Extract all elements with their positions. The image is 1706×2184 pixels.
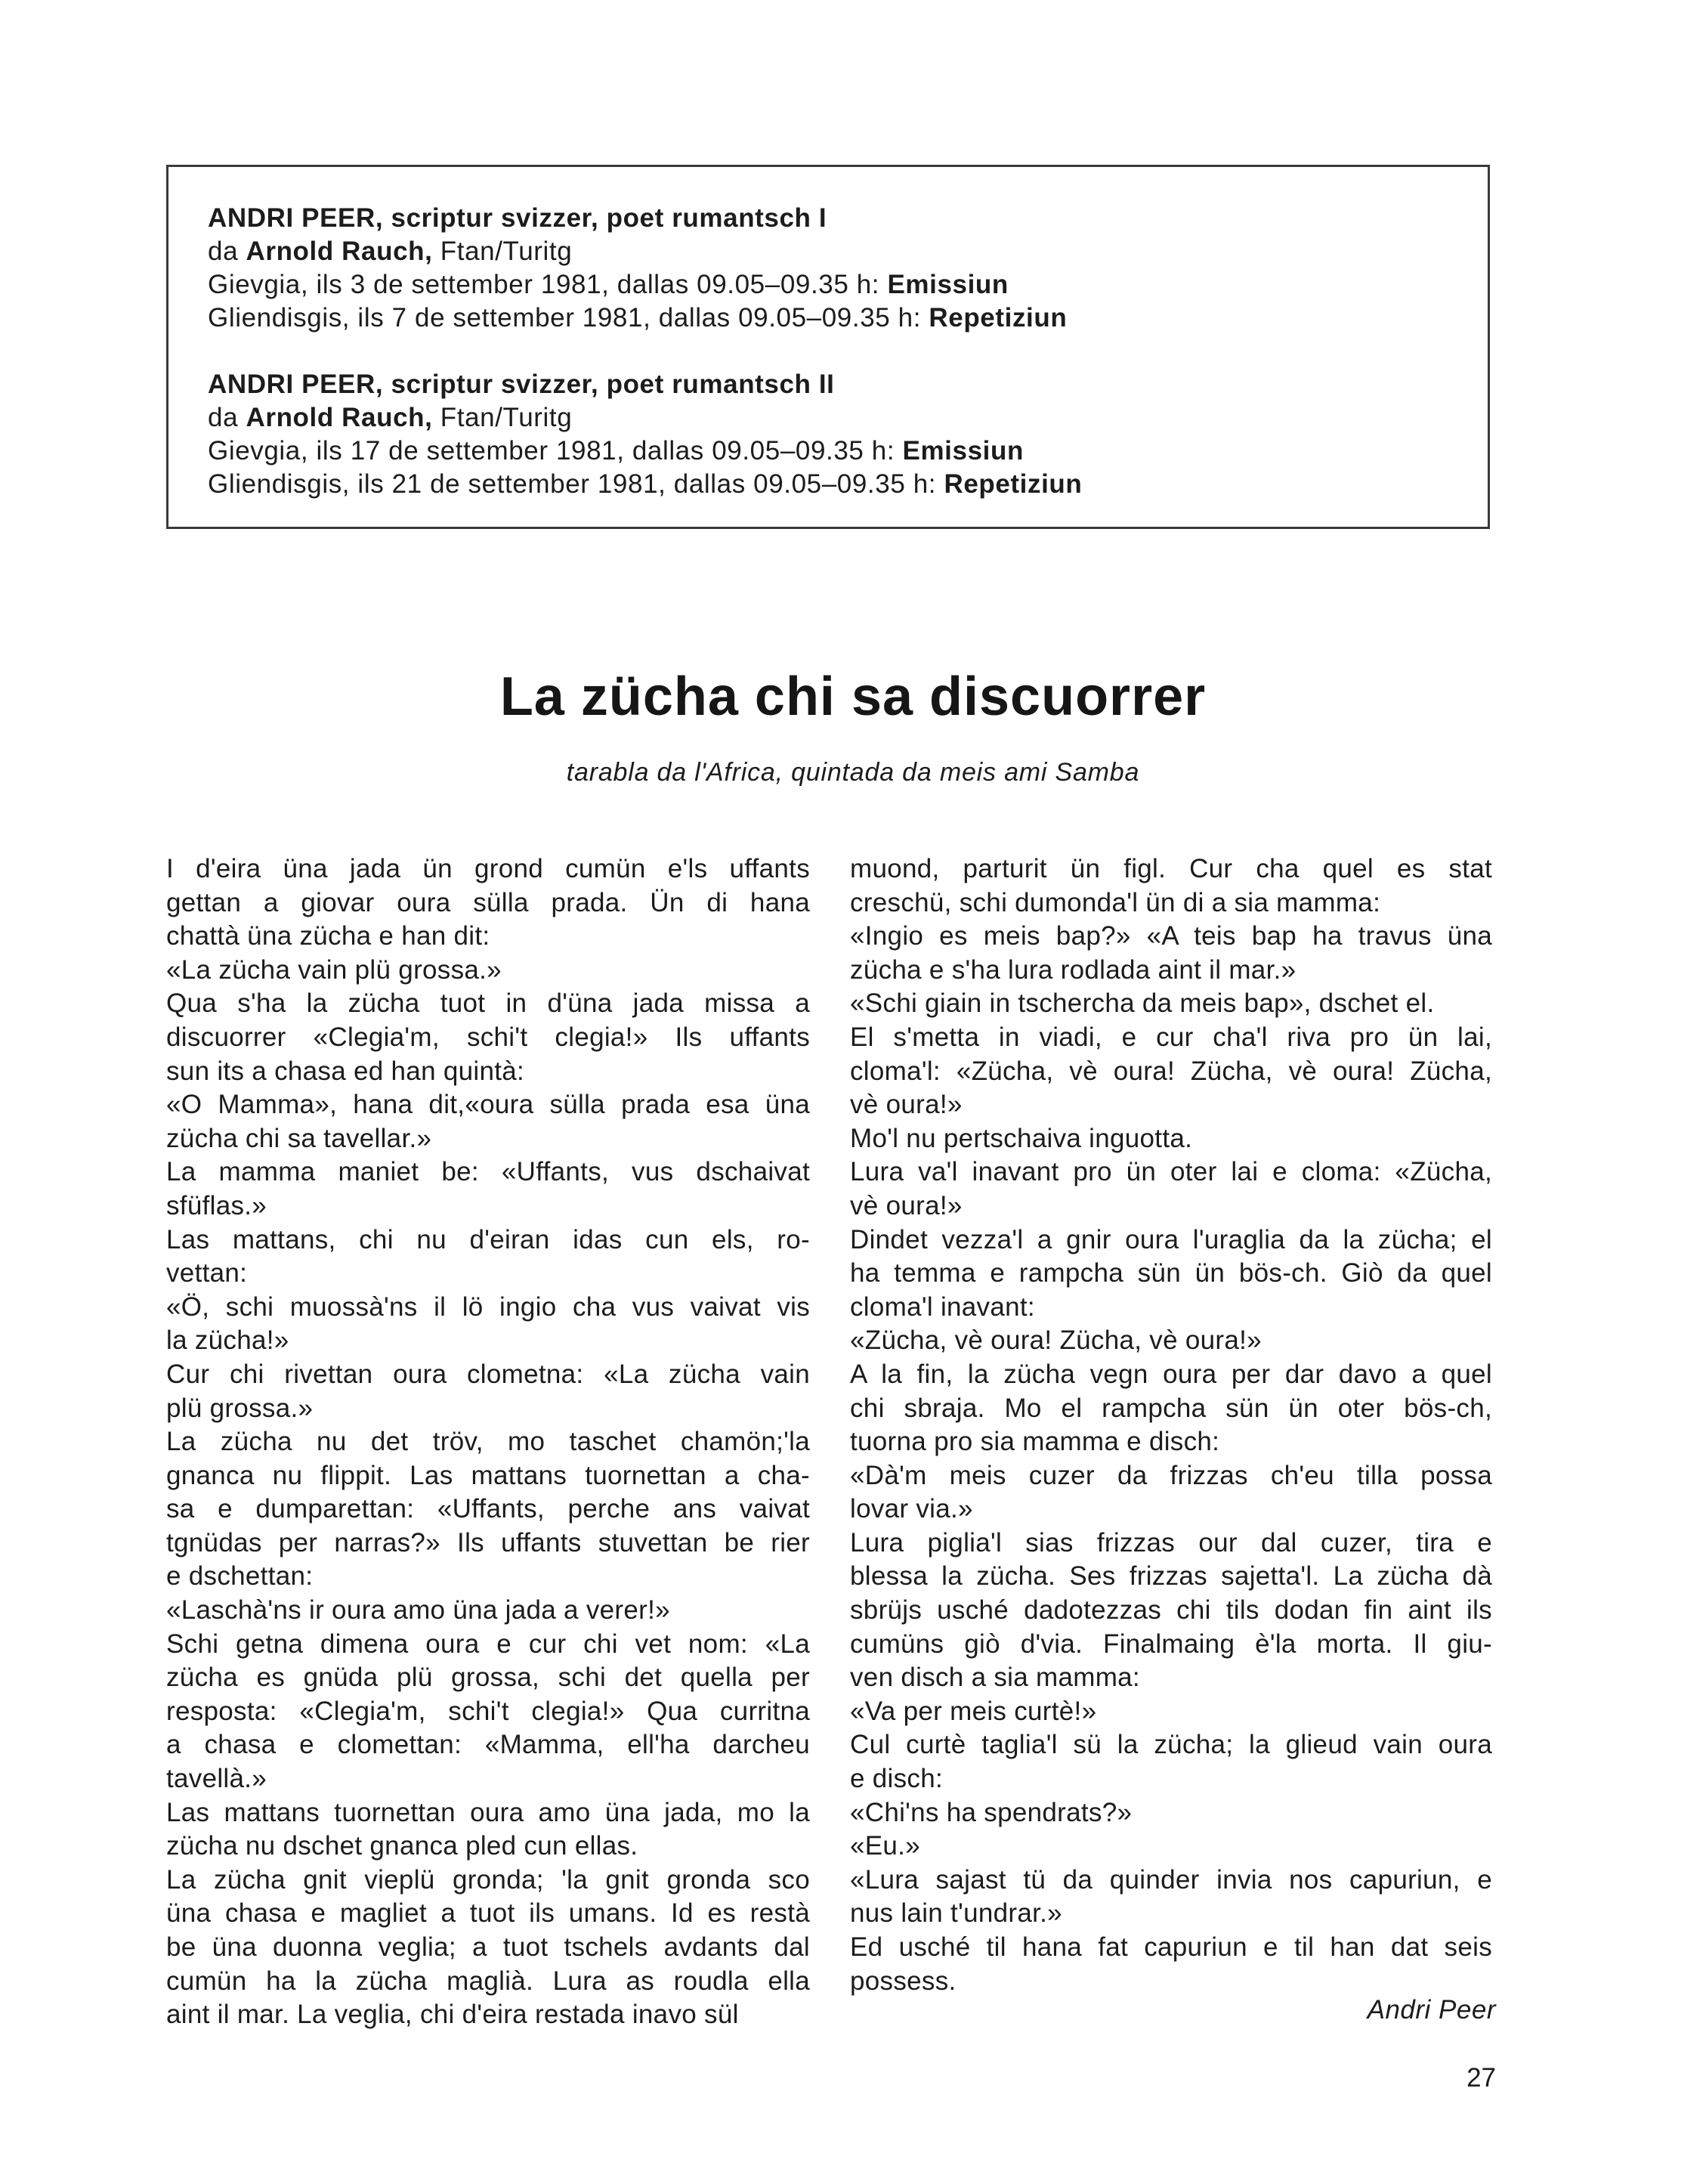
article-author: Andri Peer — [1367, 1995, 1496, 2025]
text-line: aint il mar. La veglia, chi d'eira restada inavo sül — [166, 2000, 739, 2030]
text-line: e disch: — [850, 1764, 944, 1794]
program-broadcast-line: Gievgia, ils 3 de settember 1981, dallas 09.05–09.35 h: Emissiun — [208, 270, 1009, 299]
text-line: chattà üna zücha e han dit: — [166, 921, 490, 951]
text-line: discuorrer «Clegia'm, schi't clegia!» Ils uffants — [166, 1022, 810, 1052]
text-line: «O Mamma», hana dit,«oura sülla prada esa üna — [166, 1090, 810, 1120]
text-line: e dschettan: — [166, 1561, 314, 1592]
text-line: lovar via.» — [850, 1494, 973, 1524]
text-line: resposta: «Clegia'm, schi't clegia!» Qua curritna — [166, 1696, 810, 1726]
text-line: tavellà.» — [166, 1764, 267, 1794]
program-repeat-line: Gliendisgis, ils 21 de settember 1981, dallas 09.05–09.35 h: Repetiziun — [208, 469, 1083, 499]
text-line: sbrüjs usché dadotezzas chi tils dodan fin aint ils — [850, 1595, 1492, 1626]
program-box — [166, 165, 1490, 529]
text-line: Lura piglia'l sias frizzas our dal cuzer, tira e — [850, 1527, 1492, 1558]
text-line: «Ö, schi muossà'ns il lö ingio cha vus vaivat vis — [166, 1292, 810, 1322]
text-line: nus lain t'undrar.» — [850, 1898, 1062, 1929]
text-line: vettan: — [166, 1258, 248, 1288]
text-line: zücha es gnüda plü grossa, schi det quella per — [166, 1663, 810, 1693]
text-line: La zücha nu det tröv, mo taschet chamön;'la — [166, 1427, 810, 1457]
text-line: gettan a giovar oura sülla prada. Ün di hana — [166, 887, 810, 917]
text-line: vè oura!» — [850, 1090, 963, 1120]
text-line: creschü, schi dumonda'l ün di a sia mamma: — [850, 887, 1381, 917]
text-line: I d'eira üna jada ün grond cumün e'ls uffants — [166, 854, 810, 883]
text-line: Cul curtè taglia'l sü la zücha; la glieud vain oura — [850, 1730, 1492, 1760]
text-line: Las mattans, chi nu d'eiran idas cun els, ro- — [166, 1224, 810, 1254]
program-title: ANDRI PEER, scriptur svizzer, poet rumantsch II — [208, 370, 835, 399]
text-line: a chasa e clomettan: «Mamma, ell'ha darcheu — [166, 1730, 810, 1760]
page-number: 27 — [1466, 2063, 1496, 2093]
text-line: cumüns giò d'via. Finalmaing è'la morta. Il giu- — [850, 1629, 1492, 1659]
article-subtitle: tarabla da l'Africa, quintada da meis ami Samba — [566, 758, 1140, 787]
text-line: A la fin, la zücha vegn oura per dar davo a quel — [850, 1359, 1492, 1389]
text-line: Schi getna dimena oura e cur chi vet nom: «La — [166, 1629, 810, 1659]
text-line: El s'metta in viadi, e cur cha'l riva pro ün lai, — [850, 1022, 1492, 1052]
text-line: cloma'l: «Zücha, vè oura! Zücha, vè oura! Zücha, — [850, 1056, 1492, 1086]
text-line: la zücha!» — [166, 1326, 289, 1356]
text-line: sa e dumparettan: «Uffants, perche ans vaivat — [166, 1494, 810, 1524]
text-line: Lura va'l inavant pro ün oter lai e cloma: «Zücha, — [850, 1157, 1492, 1187]
program-entry — [208, 202, 1447, 335]
text-line: ven disch a sia mamma: — [850, 1663, 1140, 1693]
text-line: tuorna pro sia mamma e disch: — [850, 1427, 1220, 1457]
text-line: Mo'l nu pertschaiva inguotta. — [850, 1123, 1193, 1153]
text-line: plü grossa.» — [166, 1393, 314, 1423]
text-line: Cur chi rivettan oura clometna: «La zücha vain — [166, 1359, 810, 1389]
text-line: sun its a chasa ed han quintà: — [166, 1056, 525, 1086]
text-line: «Chi'ns ha spendrats?» — [850, 1797, 1133, 1827]
text-line: «Lura sajast tü da quinder invia nos capuriun, e — [850, 1864, 1492, 1895]
text-line: Dindet vezza'l a gnir oura l'uraglia da la zücha; el — [850, 1224, 1492, 1254]
text-line: cumün ha la zücha maglià. Lura as roudla ella — [166, 1966, 810, 1996]
text-line: ha temma e rampcha sün ün bös-ch. Giò da quel — [850, 1258, 1492, 1288]
text-line: La mamma maniet be: «Uffants, vus dschaivat — [166, 1157, 810, 1187]
text-line: «Schi giain in tschercha da meis bap», dschet el. — [850, 988, 1435, 1019]
text-line: cloma'l inavant: — [850, 1292, 1035, 1322]
right-column — [850, 852, 1492, 1998]
program-author-line: da Arnold Rauch, Ftan/Turitg — [208, 403, 573, 432]
text-line: «Zücha, vè oura! Zücha, vè oura!» — [850, 1326, 1262, 1356]
program-title: ANDRI PEER, scriptur svizzer, poet rumantsch I — [208, 203, 827, 233]
text-line: zücha chi sa tavellar.» — [166, 1123, 432, 1153]
text-line: possess. — [850, 1966, 957, 1996]
left-column — [166, 852, 810, 2032]
text-line: «Ingio es meis bap?» «A teis bap ha travus üna — [850, 921, 1492, 951]
text-line: be üna duonna veglia; a tuot tschels avdants dal — [166, 1932, 810, 1962]
program-entry — [208, 368, 1447, 501]
text-line: «Va per meis curtè!» — [850, 1696, 1097, 1726]
text-line: chi sbraja. Mo el rampcha sün ün oter bös-ch, — [850, 1393, 1492, 1423]
text-line: vè oura!» — [850, 1190, 963, 1220]
text-line: gnanca nu flippit. Las mattans tuornettan a cha- — [166, 1460, 810, 1490]
text-line: La zücha gnit vieplü gronda; 'la gnit gronda sco — [166, 1864, 810, 1895]
program-repeat-line: Gliendisgis, ils 7 de settember 1981, dallas 09.05–09.35 h: Repetiziun — [208, 303, 1068, 333]
text-line: «La zücha vain plü grossa.» — [166, 954, 502, 985]
text-line: üna chasa e magliet a tuot ils umans. Id es restà — [166, 1898, 810, 1929]
text-line: «Eu.» — [850, 1831, 920, 1861]
text-line: tgnüdas per narras?» Ils uffants stuvettan be rier — [166, 1527, 810, 1558]
text-line: zücha e s'ha lura rodlada aint il mar.» — [850, 954, 1296, 985]
text-line: «Laschà'ns ir oura amo üna jada a verer!» — [166, 1595, 670, 1626]
text-line: Qua s'ha la zücha tuot in d'üna jada missa a — [166, 988, 810, 1019]
program-author-line: da Arnold Rauch, Ftan/Turitg — [208, 237, 573, 266]
program-broadcast-line: Gievgia, ils 17 de settember 1981, dallas 09.05–09.35 h: Emissiun — [208, 436, 1024, 466]
text-line: Ed usché til hana fat capuriun e til han dat seis — [850, 1932, 1492, 1962]
text-line: Las mattans tuornettan oura amo üna jada, mo la — [166, 1797, 810, 1827]
text-line: zücha nu dschet gnanca pled cun ellas. — [166, 1831, 638, 1861]
text-line: muond, parturit ün figl. Cur cha quel es stat — [850, 854, 1492, 883]
text-line: «Dà'm meis cuzer da frizzas ch'eu tilla possa — [850, 1460, 1492, 1490]
text-line: blessa la zücha. Ses frizzas sajetta'l. La zücha dà — [850, 1561, 1492, 1592]
text-line: sfüflas.» — [166, 1190, 267, 1220]
article-title: La zücha chi sa discuorrer — [499, 667, 1207, 727]
